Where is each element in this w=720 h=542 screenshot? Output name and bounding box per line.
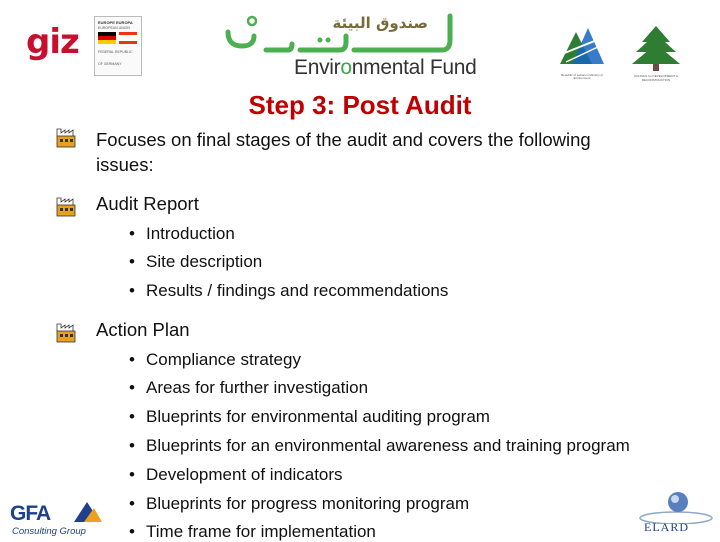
- moe-emblem-icon: [556, 24, 608, 72]
- eu-logo-line3: FEDERAL REPUBLIC: [98, 50, 133, 54]
- bullet-dot: •: [129, 378, 135, 397]
- gfa-triangle-icon: [72, 500, 102, 524]
- elard-logo: [632, 490, 714, 540]
- action-plan-item-text: Compliance strategy: [146, 350, 301, 369]
- action-plan-item: [129, 465, 343, 485]
- eu-logo-line1: EUROPE EUROPA: [98, 20, 133, 25]
- factory-bullet-icon: [54, 321, 78, 345]
- bullet-dot: •: [129, 522, 135, 541]
- eu-logo-line4: OF GERMANY: [98, 62, 122, 66]
- gfa-letters: GFA: [10, 502, 51, 525]
- action-plan-item-text: Blueprints for environmental auditing program: [146, 407, 490, 426]
- elard-globe-icon: [632, 490, 714, 524]
- fund-text-o: o: [340, 56, 352, 79]
- action-plan-item-text: Areas for further investigation: [146, 378, 369, 397]
- fund-text-part2: nmental Fund: [351, 56, 477, 79]
- intro-line-2: issues:: [96, 154, 154, 175]
- cedar-tree-icon: [628, 24, 684, 72]
- cdr-caption: COUNCIL for DEVELOPMENT & RECONSTRUCTION: [633, 74, 678, 82]
- eu-logo-line2: EUROPEAN UNION: [98, 26, 130, 30]
- bullet-dot: •: [129, 350, 135, 369]
- action-plan-item: [129, 522, 376, 542]
- audit-report-item: [129, 224, 235, 244]
- eu-germany-logo: [94, 16, 142, 76]
- bullet-dot: •: [129, 252, 135, 271]
- bullet-dot: •: [129, 465, 135, 484]
- factory-bullet-icon: [54, 126, 78, 150]
- action-plan-item-text: Blueprints for progress monitoring program: [146, 494, 470, 513]
- lebanese-flag-icon: [119, 32, 137, 44]
- audit-report-heading: Audit Report: [96, 193, 199, 214]
- factory-bullet-icon: [54, 195, 78, 219]
- bullet-dot: •: [129, 407, 135, 426]
- action-plan-item: [129, 407, 490, 427]
- action-plan-item: [129, 350, 301, 370]
- intro-text: [96, 127, 696, 177]
- action-plan-item-text: Time frame for implementation: [146, 522, 376, 541]
- audit-report-item: [129, 252, 263, 272]
- audit-report-item-text: Site description: [146, 252, 263, 271]
- audit-report-item: [129, 281, 449, 301]
- giz-logo: giz: [26, 22, 79, 62]
- action-plan-item-text: Blueprints for an environmental awareness and training program: [146, 436, 630, 455]
- environmental-fund-english-text: [294, 56, 477, 80]
- action-plan-item: [129, 378, 369, 398]
- audit-report-item-text: Results / findings and recommendations: [146, 281, 449, 300]
- bullet-dot: •: [129, 436, 135, 455]
- action-plan-item: [129, 436, 630, 456]
- moe-caption: Republic of Lebanon Ministry of Environment: [560, 73, 604, 81]
- gfa-consulting-logo: [10, 496, 102, 540]
- elard-wordmark: ELARD: [644, 520, 689, 534]
- environmental-fund-arabic-text: صندوق البيئة: [332, 14, 428, 32]
- gfa-subtitle: Consulting Group: [12, 526, 86, 537]
- bullet-dot: •: [129, 224, 135, 243]
- action-plan-item-text: Development of indicators: [146, 465, 343, 484]
- action-plan-heading: Action Plan: [96, 319, 190, 340]
- slide-title: Step 3: Post Audit: [248, 90, 472, 120]
- slide-title-container: [0, 90, 720, 121]
- audit-report-item-text: Introduction: [146, 224, 235, 243]
- intro-line-1: Focuses on final stages of the audit and covers the following: [96, 129, 591, 150]
- environmental-fund-logo: [222, 12, 477, 80]
- cdr-logo: [628, 24, 684, 84]
- bullet-dot: •: [129, 281, 135, 300]
- german-flag-icon: [98, 32, 116, 44]
- fund-text-part1: Envir: [294, 56, 341, 79]
- bullet-dot: •: [129, 494, 135, 513]
- ministry-of-environment-logo: [556, 24, 608, 84]
- action-plan-item: [129, 494, 470, 514]
